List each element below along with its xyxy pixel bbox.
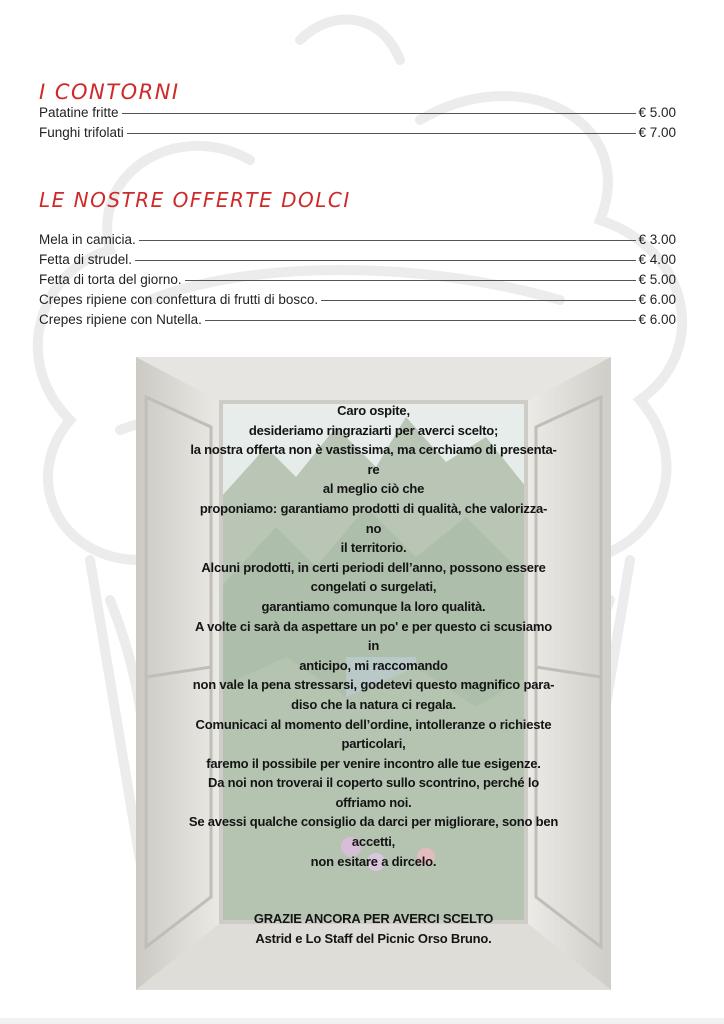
message-line: diso che la natura ci regala. [291,696,456,712]
item-price: € 6.00 [638,312,676,327]
message-line: Da noi non troverai il coperto sullo scontrino, perché lo [208,775,539,791]
dotted-leader [321,300,636,301]
item-name: Funghi trifolati [39,125,124,140]
dotted-leader [139,240,637,241]
signature-block [166,909,581,948]
section-title-contorni: I CONTORNI [39,80,180,104]
message-line: re [367,461,380,477]
contorni-list [39,105,676,145]
message-body [166,401,581,871]
signature-line: Astrid e Lo Staff del Picnic Orso Bruno. [255,930,492,946]
message-line: desideriamo ringraziarti per averci scelto; [248,422,499,438]
welcome-message-card [136,357,611,990]
message-line: particolari, [341,736,406,752]
welcome-message [166,401,581,948]
item-name: Crepes ripiene con Nutella. [39,312,202,327]
message-line: Alcuni prodotti, in certi periodi dell’anno, possono essere [201,559,546,575]
dotted-leader [122,113,637,114]
list-item [39,252,676,272]
message-line: offriamo noi. [335,794,412,810]
item-name: Fetta di torta del giorno. [39,272,182,287]
item-name: Fetta di strudel. [39,252,133,267]
list-item [39,312,676,332]
item-name: Mela in camicia. [39,232,136,247]
message-line: non vale la pena stressarsi, godetevi questo magnifico para- [192,677,555,693]
message-line: il territorio. [340,540,407,556]
item-price: € 5.00 [638,272,676,287]
thanks-line: GRAZIE ANCORA PER AVERCI SCELTO [253,911,494,927]
item-name: Patatine fritte [39,105,119,120]
list-item [39,105,676,125]
message-line: non esitare a dircelo. [310,853,437,869]
dolci-list [39,232,676,332]
item-price: € 3.00 [638,232,676,247]
dotted-leader [127,133,637,134]
message-line: A volte ci sarà da aspettare un po' e per questo ci scusiamo [195,618,552,634]
item-price: € 4.00 [638,252,676,267]
message-line: faremo il possibile per venire incontro alle tue esigenze. [206,755,541,771]
message-line: proponiamo: garantiamo prodotti di qualità, che valorizza- [199,500,548,516]
list-item [39,292,676,312]
message-line: in [367,638,380,654]
list-item [39,272,676,292]
item-price: € 6.00 [638,292,676,307]
item-price: € 5.00 [638,105,676,120]
message-line: Se avessi qualche consiglio da darci per migliorare, sono ben [188,814,559,830]
list-item [39,125,676,145]
section-title-dolci: LE NOSTRE OFFERTE DOLCI [39,188,351,212]
message-line: no [365,520,382,536]
item-price: € 7.00 [638,125,676,140]
message-line: garantiamo comunque la loro qualità. [261,598,486,614]
dotted-leader [185,280,637,281]
message-line: accetti, [351,834,396,850]
message-line: Comunicaci al momento dell’ordine, intolleranze o richieste [195,716,552,732]
item-name: Crepes ripiene con confettura di frutti di bosco. [39,292,319,307]
message-line: la nostra offerta non è vastissima, ma cerchiamo di presenta- [190,442,557,458]
dotted-leader [205,320,637,321]
dotted-leader [135,260,636,261]
message-line: anticipo, mi raccomando [299,657,448,673]
message-line: al meglio ciò che [322,481,425,497]
message-line: congelati o surgelati, [310,579,437,595]
list-item [39,232,676,252]
message-line: Caro ospite, [337,403,410,418]
